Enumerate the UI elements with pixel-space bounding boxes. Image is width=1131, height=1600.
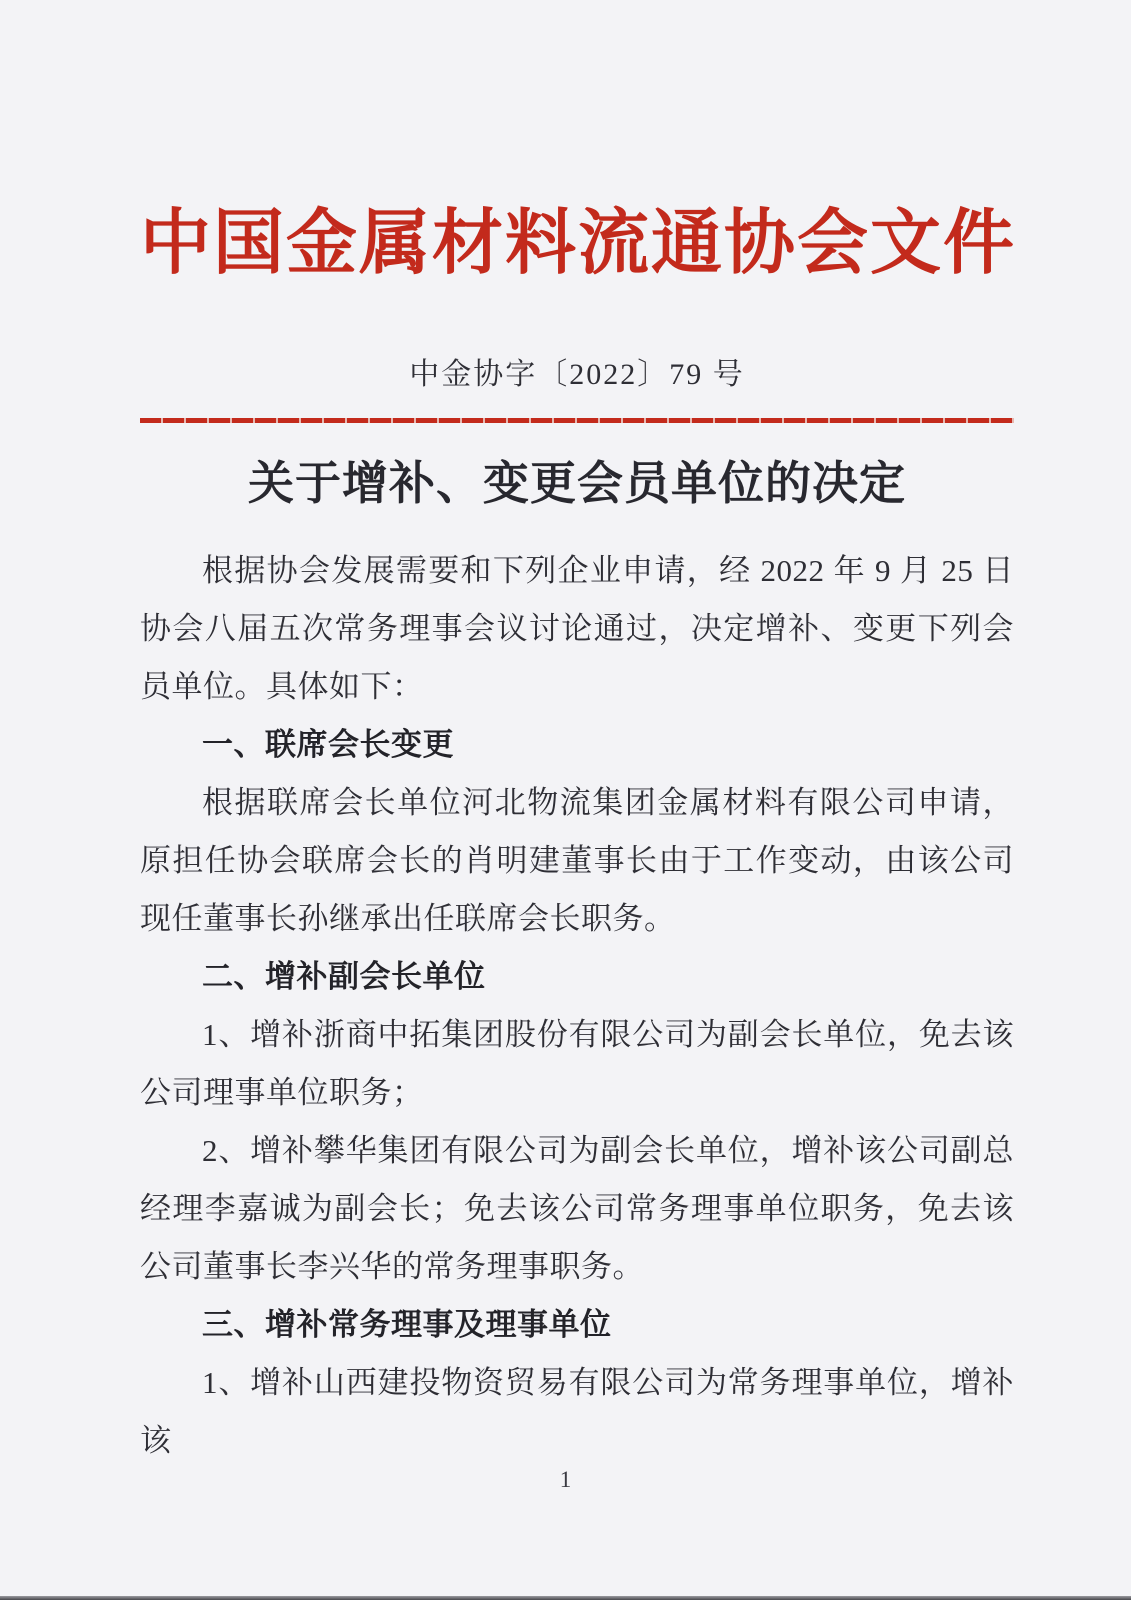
body-paragraph: 1、增补浙商中拓集团股份有限公司为副会长单位，免去该公司理事单位职务；: [140, 1017, 1014, 1110]
red-separator-line: [140, 418, 1014, 423]
body-paragraph: 根据联席会长单位河北物流集团金属材料有限公司申请，原担任协会联席会长的肖明建董事长由于工作变动，由该公司现任董事长孙继承出任联席会长职务。: [140, 785, 1014, 936]
document-title: 关于增补、变更会员单位的决定: [248, 458, 906, 509]
section-heading: 一、联席会长变更: [202, 727, 454, 762]
body-paragraph: 根据协会发展需要和下列企业申请，经 2022 年 9 月 25 日协会八届五次常务理事会议讨论通过，决定增补、变更下列会员单位。具体如下：: [140, 553, 1014, 704]
letterhead-title: 中国金属材料流通协会文件: [140, 205, 1014, 283]
section-heading: 三、增补常务理事及理事单位: [202, 1307, 612, 1342]
body-paragraph: 1、增补山西建投物资贸易有限公司为常务理事单位，增补该: [140, 1365, 1014, 1458]
scanner-edge-artifact: [0, 1596, 1131, 1600]
page-number: 1: [559, 1467, 572, 1492]
document-body: [140, 542, 1014, 1470]
section-heading: 二、增补副会长单位: [202, 959, 486, 994]
doc-number: 中金协字〔2022〕79 号: [409, 358, 745, 391]
body-paragraph: 2、增补攀华集团有限公司为副会长单位，增补该公司副总经理李嘉诚为副会长；免去该公司常务理事单位职务，免去该公司董事长李兴华的常务理事职务。: [140, 1133, 1014, 1284]
